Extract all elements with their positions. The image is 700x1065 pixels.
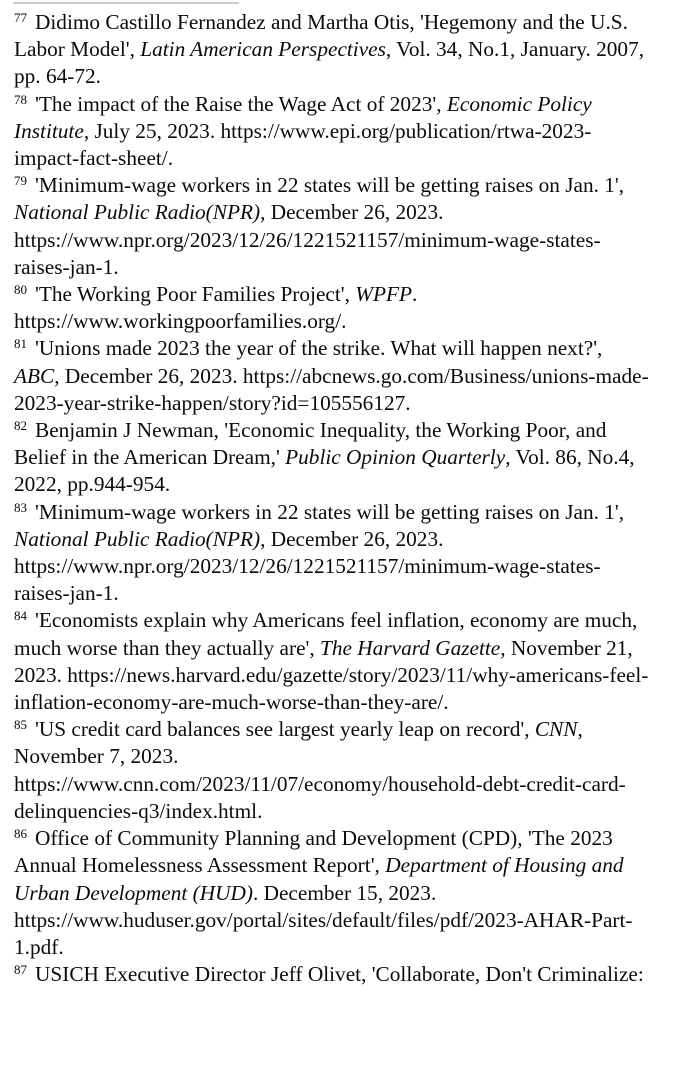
url-text: https://abcnews.go.com/Business/unions-made-2023-year-strike-happen/story?id=105556127. (14, 363, 649, 415)
url-text: https://news.harvard.edu/gazette/story/2023/11/why-americans-feel-inflation-economy-are-much-worse-than-they-are/. (14, 662, 649, 715)
url-text: https://www.npr.org/2023/12/26/1221521157/minimum-wage-states-raises-jan-1. (14, 554, 601, 606)
footnote-80 (14, 281, 650, 335)
footnote-number: 86 (14, 826, 27, 842)
footnote-text: Office of Community Planning and Development (CPD), 'The 2023 Annual Homelessness Assessment Report', (14, 826, 613, 878)
footnote-number: 84 (14, 608, 27, 624)
publication-title: ABC (14, 363, 55, 388)
footnote-number: 77 (14, 10, 27, 25)
footnote-text: 'The impact of the Raise the Wage Act of 2023', (35, 91, 447, 116)
publication-title: WPFP (355, 282, 413, 307)
footnote-79 (14, 172, 650, 281)
footnote-text: 'Minimum-wage workers in 22 states will be getting raises on Jan. 1', (35, 499, 625, 524)
footnote-83 (14, 499, 650, 608)
page-edge-artifact (13, 2, 239, 4)
footnote-text: , December 26, 2023. (260, 200, 444, 225)
footnote-text: , November 21, 2023. (14, 635, 633, 687)
footnote-84 (14, 607, 650, 716)
footnote-text: . (412, 282, 418, 307)
url-text: https://www.workingpoorfamilies.org/. (14, 309, 347, 334)
footnote-text: , November 7, 2023. (14, 717, 583, 769)
publication-title: CNN (534, 717, 578, 742)
footnote-text: 'Unions made 2023 the year of the strike. What will happen next?', (35, 336, 603, 361)
footnote-number: 83 (14, 499, 27, 515)
footnote-number: 80 (14, 282, 27, 298)
publication-title: National Public Radio(NPR) (14, 200, 261, 225)
footnote-text: , Vol. 86, No.4, 2022, pp.944-954. (14, 445, 635, 497)
footnote-number: 82 (14, 418, 27, 434)
publication-title: Department of Housing and Urban Development (HUD) (14, 853, 624, 905)
footnote-text: , December 26, 2023. (260, 526, 444, 551)
footnote-number: 85 (14, 717, 27, 733)
footnote-text: 'Economists explain why Americans feel inflation, economy are much, much worse than they actually are', (14, 608, 638, 660)
footnote-number: 87 (14, 962, 27, 978)
footnote-82 (14, 417, 650, 499)
footnote-number: 78 (14, 91, 27, 107)
footnote-86 (14, 825, 650, 961)
footnotes-list (14, 9, 650, 988)
publication-title: The Harvard Gazette (320, 635, 501, 660)
url-text: https://www.cnn.com/2023/11/07/economy/household-debt-credit-card-delinquencies-q3/index.html. (14, 771, 626, 823)
publication-title: Economic Policy Institute (14, 91, 592, 143)
footnote-text: Benjamin J Newman, 'Economic Inequality, the Working Poor, and Belief in the American Dream,' (14, 418, 607, 470)
url-text: https://www.npr.org/2023/12/26/1221521157/minimum-wage-states-raises-jan-1. (14, 227, 601, 279)
publication-title: Latin American Perspectives (140, 37, 386, 62)
footnote-text: , July 25, 2023. (83, 118, 221, 143)
footnote-78 (14, 91, 650, 173)
publication-title: Public Opinion Quarterly (285, 445, 506, 470)
url-text: https://www.epi.org/publication/rtwa-2023-impact-fact-sheet/. (14, 118, 592, 171)
footnote-text: . December 15, 2023. (252, 880, 437, 905)
footnote-number: 79 (14, 173, 27, 189)
url-text: https://www.huduser.gov/portal/sites/default/files/pdf/2023-AHAR-Part-1.pdf. (14, 907, 633, 959)
footnote-77 (14, 9, 650, 91)
footnote-text: USICH Executive Director Jeff Olivet, 'Collaborate, Don't Criminalize: (35, 962, 644, 987)
footnote-87 (14, 961, 650, 988)
footnote-text: 'Minimum-wage workers in 22 states will be getting raises on Jan. 1', (35, 173, 625, 198)
footnote-85 (14, 716, 650, 825)
footnote-text: , Vol. 34, No.1, January. 2007, pp. 64-72. (14, 37, 645, 89)
footnote-text: 'US credit card balances see largest yearly leap on record', (35, 717, 535, 742)
footnote-text: 'The Working Poor Families Project', (35, 282, 356, 307)
publication-title: National Public Radio(NPR) (14, 526, 261, 551)
footnote-text: Didimo Castillo Fernandez and Martha Otis, 'Hegemony and the U.S. Labor Model', (14, 10, 628, 62)
footnote-text: , December 26, 2023. (54, 363, 243, 388)
footnote-number: 81 (14, 336, 27, 352)
footnote-81 (14, 335, 650, 417)
